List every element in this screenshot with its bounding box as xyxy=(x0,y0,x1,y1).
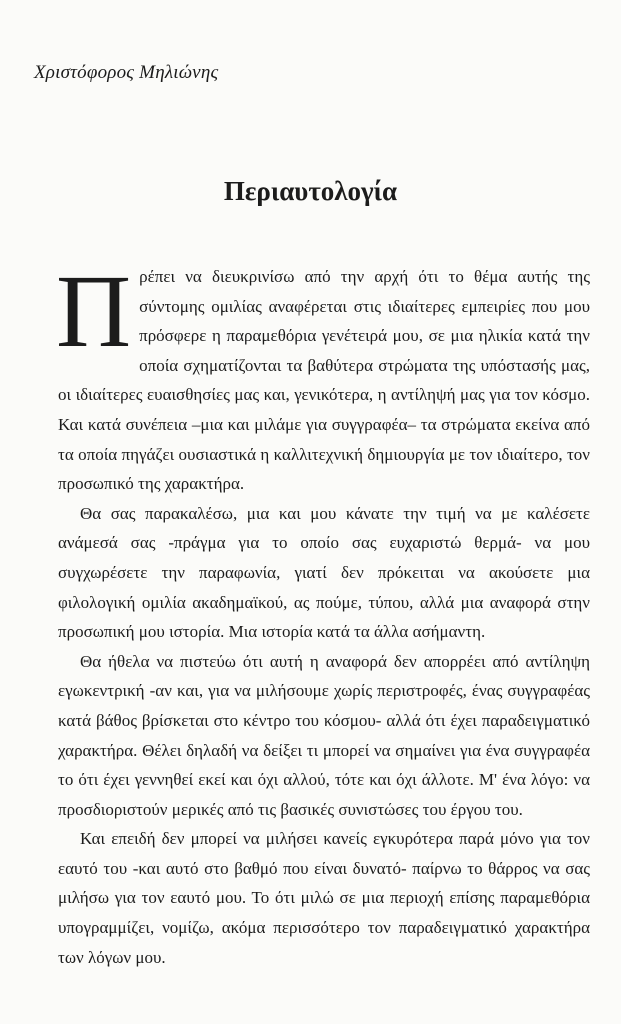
drop-cap: Π xyxy=(56,254,132,369)
paragraph-2: Θα σας παρακαλέσω, μια και μου κάνατε την τιμή να με καλέσετε ανάμεσά σας -πράγμα για το οποίο σας ευχαριστώ θερμά- να μου συγχωρέσετε την παραφωνία, γιατί δεν πρόκειται να ακούσετε μια φιλολογική ομιλία ακαδημαϊκού, ας πούμε, τύπου, αλλά μια αναφορά στην προσωπική μου ιστορία. Μια ιστορία κατά τα άλλα ασήμαντη. xyxy=(58,503,590,642)
paragraph-1 xyxy=(56,254,590,499)
paragraph-1-text: ρέπει να διευκρινίσω από την αρχή ότι το θέμα αυτής της σύντομης ομιλίας αναφέρεται στις ιδιαίτερες εμπειρίες που μου πρόσφερε η παραμεθόρια γενέτειρά μου, σε μια ηλικία κατά την οποία σχηματίζονται τα βαθύτερα στρώματα της υπόστασής μας, οι ιδιαίτερες ευαισθησίες μας και, γενικότερα, η αντίληψή μας για τον κόσμο. Και κατά συνέπεια –μια και μιλάμε για συγγραφέα– τα στρώματα εκείνα από τα οποία πηγάζει ουσιαστικά η καλλιτεχνική δημιουργία με τον ιδιαίτερο, τον προσωπικό της χαρακτήρα. xyxy=(58,267,590,494)
paragraph-4: Και επειδή δεν μπορεί να μιλήσει κανείς εγκυρότερα παρά μόνο για τον εαυτό του -και αυτό στο βαθμό που είναι δυνατό- παίρνω το θάρρος να σας μιλήσω για τον εαυτό μου. Το ότι μιλώ σε μια περιοχή επίσης παραμεθόρια υπογραμμίζει, νομίζω, ακόμα περισσότερο τον παραδειγματικό χαρακτήρα των λόγων μου. xyxy=(58,829,590,967)
paragraph-3: Θα ήθελα να πιστεύω ότι αυτή η αναφορά δεν απορρέει από αντίληψη εγωκεντρική -αν και, για να μιλήσουμε χωρίς περιστροφές, ένας συγγραφέας κατά βάθος βρίσκεται στο κέντρο του κόσμου- αλλά ότι έχει παραδειγματικό χαρακτήρα. Θέλει δηλαδή να δείξει τι μπορεί να σημαίνει για ένα συγγραφέα το ότι έχει γεννηθεί εκεί και όχι αλλού, τότε και όχι άλλοτε. Μ' ένα λόγο: να προσδιοριστούν μερικές από τις βασικές συνιστώσες του έργου του. xyxy=(58,651,590,819)
chapter-title: Περιαυτολογία xyxy=(223,176,398,206)
chapter-body xyxy=(56,254,590,972)
author-header: Χριστόφορος Μηλιώνης xyxy=(34,62,219,83)
